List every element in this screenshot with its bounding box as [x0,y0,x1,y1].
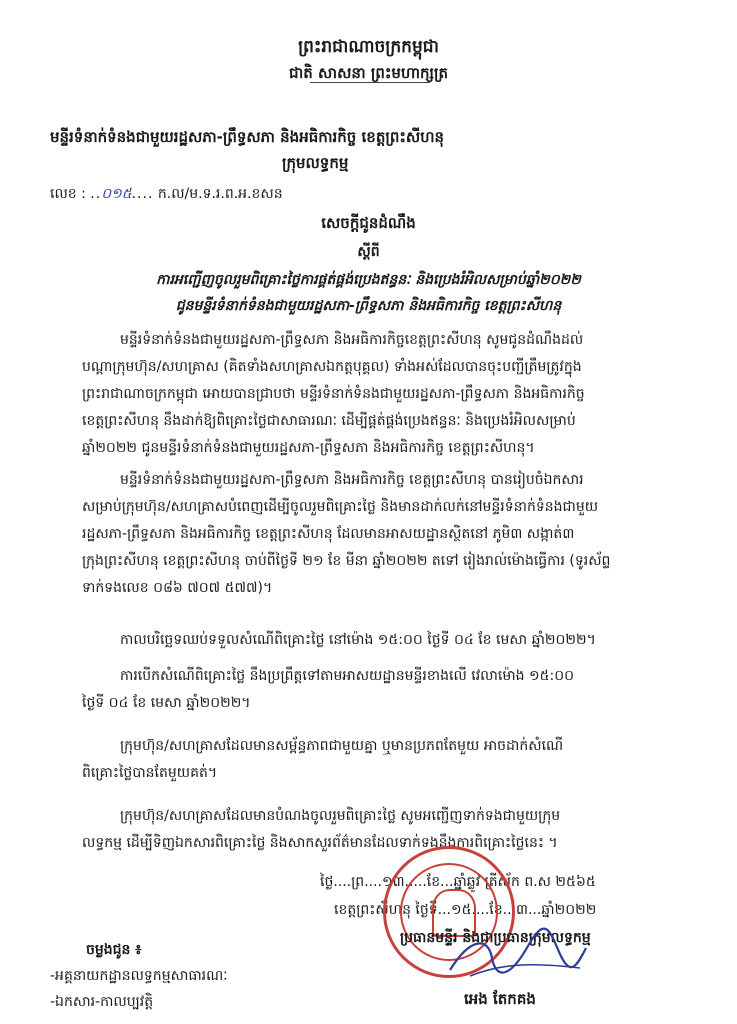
paragraph-line: ពិគ្រោះថ្លៃបានតែមួយគត់។ [82,765,218,781]
reference-number: លេខ : ..០១៥.... ក.ល/ម.ទ.រ.ព.អ.ខសន [50,186,283,202]
issuer-unit: ក្រុមលទ្ធកម្ម [282,154,349,172]
reference-label: លេខ : [50,186,86,202]
paragraph-line: លទ្ធកម្ម ដើម្បីទិញឯកសារពិគ្រោះថ្លៃ និងសាកសួរព័ត៌មានដែលទាក់ទងនឹងការពិគ្រោះថ្លៃនេះ ។ [82,835,558,851]
signatory-position: ប្រធានមន្ទីរ និងជាប្រធានក្រុមលទ្ធកម្ម [400,930,591,946]
notice-title: សេចក្តីជូនដំណឹង [321,214,416,232]
paragraph-line: សម្រាប់ក្រុមហ៊ុន/សហគ្រាសបំពេញដើម្បីចូលរួមពិគ្រោះថ្លៃ និងមានដាក់លក់នៅមន្ទីរទំនាក់ទំនងជាមួយ [82,499,599,515]
paragraph-line: ថ្ងៃទី ០៤ ខែ មេសា ឆ្នាំ២០២២។ [82,695,251,711]
notice-recipient: ជូនមន្ទីរទំនាក់ទំនងជាមួយរដ្ឋសភា-ព្រឹទ្ធសភា និងអធិការកិច្ច ខេត្តព្រះសីហនុ [175,298,562,314]
copy-recipient: -ឯកសារ-កាលប្បវត្តិ [50,994,154,1010]
reference-handwritten-number: ០១៥ [101,186,132,202]
paragraph-line: ក្រុមហ៊ុន/សហគ្រាសដែលមានបំណងចូលរួមពិគ្រោះថ្លៃ សូមអញ្ជើញទាក់ទងជាមួយក្រុម [120,808,561,824]
paragraph-line: ព្រះរាជាណាចក្រកម្ពុជា អោយបានជ្រាបថា មន្ទីរទំនាក់ទំនងជាមួយរដ្ឋសភា-ព្រឹទ្ធសភា និងអធិការកិច្ច [82,386,585,402]
paragraph-line: រដ្ឋសភា-ព្រឹទ្ធសភា និងអធិការកិច្ច ខេត្តព្រះសីហនុ ដែលមានអាសយដ្ឋានស្ថិតនៅ ភូមិ៣ សង្កាត់៣ [82,526,575,542]
signatory-name: អេង តែកគង [464,990,536,1008]
lunar-date: ថ្ងៃ....ព្រ....១៣.....ខែ...ឆ្នាំឆ្លូវ ត្រីស័ក ព.ស ២៥៦៥ [320,874,596,890]
notice-subject: ការអញ្ជើញចូលរួមពិគ្រោះថ្លៃការផ្គត់ផ្គង់ប្រេងឥន្ធនៈ និងប្រេងរំអិលសម្រាប់ឆ្នាំ២០២២ [156,272,581,288]
paragraph-line: ក្រុមហ៊ុន/សហគ្រាសដែលមានសម្ព័ន្ធភាពជាមួយគ្នា ឬមានប្រភពតែមួយ អាចដាក់សំណើ [120,738,564,754]
motto-divider [310,82,430,83]
notice-subject-label: ស្តីពី [357,244,380,260]
paragraph-line: ខេត្តព្រះសីហនុ នឹងដាក់ឱ្យពិគ្រោះថ្លៃជាសាធារណៈ ដើម្បីផ្គត់ផ្គង់ប្រេងឥន្ធនៈ និងប្រេងរំអិលសម្រាប់ [82,413,576,429]
issuer-department: មន្ទីរទំនាក់ទំនងជាមួយរដ្ឋសភា-ព្រឹទ្ធសភា និងអធិការកិច្ច ខេត្តព្រះសីហនុ [50,128,445,146]
kingdom-heading: ព្រះរាជាណាចក្រកម្ពុជា [298,37,439,57]
paragraph-line: ទាក់ទងលេខ ០៨៦ ៧០៧ ៥៧៧)។ [82,580,273,596]
paragraph-line: បណ្តាក្រុមហ៊ុន/សហគ្រាស (គិតទាំងសហគ្រាសឯកត្តបុគ្គល) ទាំងអស់ដែលបានចុះបញ្ជីត្រឹមត្រូវក្នុង [82,359,582,375]
paragraph-line: ក្រុងព្រះសីហនុ ខេត្តព្រះសីហនុ ចាប់ពីថ្ងៃទី ២១ ខែ មីនា ឆ្នាំ២០២២ តទៅ រៀងរាល់ម៉ោងធ្វើការ (ទូរស័ព្ទ [82,553,611,569]
handwritten-signature [440,918,590,988]
paragraph-line: មន្ទីរទំនាក់ទំនងជាមួយរដ្ឋសភា-ព្រឹទ្ធសភា និងអធិការកិច្ចខេត្តព្រះសីហនុ សូមជូនដំណឹងដល់ [120,332,584,348]
solar-date: ខេត្តព្រះសីហនុ ថ្ងៃទី...១៥....ខែ...៣...ឆ្នាំ២០២២ [334,902,597,918]
reference-suffix: ក.ល/ម.ទ.រ.ព.អ.ខសន [157,186,283,202]
copy-recipient: -អគ្គនាយកដ្ឋានលទ្ធកម្មសាធារណៈ [50,968,228,984]
paragraph-line: ការបើកសំណើពិគ្រោះថ្លៃ នឹងប្រព្រឹត្តទៅតាមអាសយដ្ឋានមន្ទីរខាងលើ វេលាម៉ោង ១៥:០០ [120,668,575,684]
paragraph-line: ឆ្នាំ២០២២ ជូនមន្ទីរទំនាក់ទំនងជាមួយរដ្ឋសភា-ព្រឹទ្ធសភា និងអធិការកិច្ច ខេត្តព្រះសីហនុ។ [82,440,535,456]
copy-to-label: ចម្លងជូន ៖ [86,942,142,958]
paragraph-line: មន្ទីរទំនាក់ទំនងជាមួយរដ្ឋសភា-ព្រឹទ្ធសភា និងអធិការកិច្ច ខេត្តព្រះសីហនុ បានរៀបចំឯកសារ [120,472,584,488]
national-motto: ជាតិ សាសនា ព្រះមហាក្សត្រ [289,64,448,82]
paragraph-line: កាលបរិច្ឆេទឈប់ទទួលសំណើពិគ្រោះថ្លៃ នៅម៉ោង ១៥:០០ ថ្ងៃទី ០៤ ខែ មេសា ឆ្នាំ២០២២។ [120,632,596,648]
